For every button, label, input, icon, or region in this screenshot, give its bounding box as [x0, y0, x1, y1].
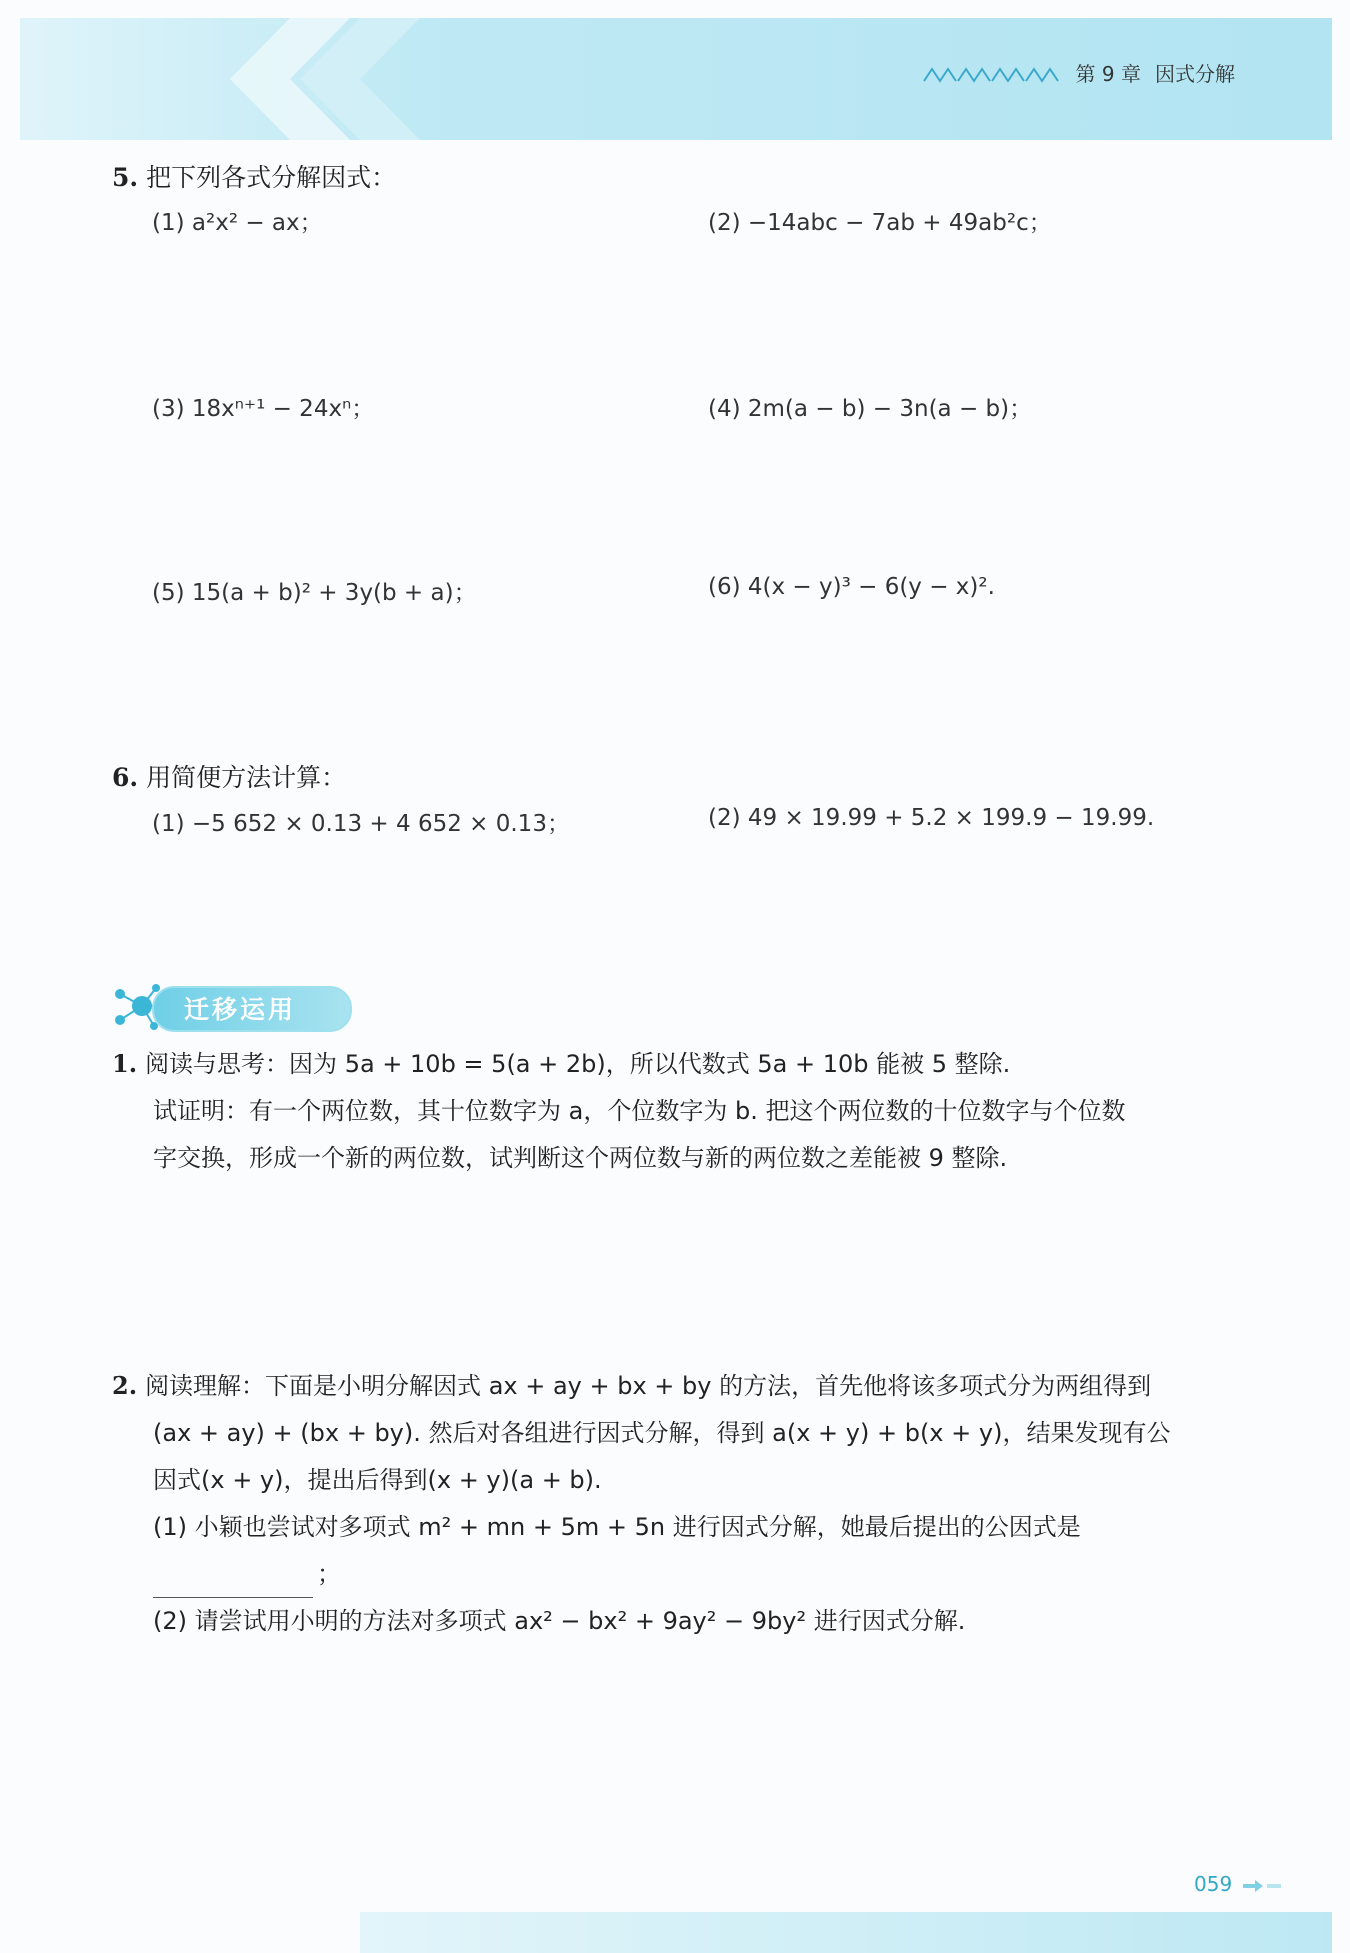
- question-text: 用简便方法计算：: [146, 763, 347, 792]
- question-number: 5.: [112, 163, 139, 192]
- question-text: 把下列各式分解因式：: [146, 163, 397, 192]
- q5-item-4: (4) 2m(a − b) − 3n(a − b)；: [708, 396, 1033, 422]
- q5-item-1: (1) a²x² − ax；: [152, 210, 323, 236]
- t2-sub-1: (1) 小颖也尝试对多项式 m² + mn + 5m + 5n 进行因式分解，她最后提出的公因式是: [153, 1513, 1081, 1541]
- t2-line-3: 因式(x + y)，提出后得到(x + y)(a + b).: [153, 1466, 602, 1494]
- chapter-title: 因式分解: [1155, 62, 1235, 86]
- section-label: 迁移运用: [184, 995, 297, 1024]
- q6-item-2: (2) 49 × 19.99 + 5.2 × 199.9 − 19.99.: [708, 805, 1155, 831]
- q5-item-6: (6) 4(x − y)³ − 6(y − x)².: [708, 574, 995, 600]
- chevron-decoration: [230, 18, 430, 140]
- page-number-text: 059: [1194, 1872, 1233, 1896]
- question-number: 2.: [112, 1371, 138, 1400]
- q5-item-2: (2) −14abc − 7ab + 49ab²c；: [708, 210, 1052, 236]
- triangle-ornament-icon: [922, 63, 1062, 83]
- question-number: 1.: [112, 1049, 138, 1078]
- arrow-right-icon: [1243, 1879, 1283, 1893]
- chapter-number: 第 9 章: [1075, 62, 1141, 86]
- chapter-header: [922, 58, 1235, 87]
- t1-line-3: 字交换，形成一个新的两位数，试判断这个两位数与新的两位数之差能被 9 整除.: [153, 1144, 1008, 1172]
- question-5-title: [112, 158, 396, 194]
- t2-line-2: (ax + ay) + (bx + by). 然后对各组进行因式分解，得到 a(x + y) + b(x + y)，结果发现有公: [153, 1419, 1171, 1447]
- transfer-question-1: [112, 1040, 1242, 1182]
- section-badge: [112, 982, 352, 1034]
- transfer-question-2: [112, 1362, 1242, 1645]
- t2-line-1: 阅读理解：下面是小明分解因式 ax + ay + bx + by 的方法，首先他将该多项式分为两组得到: [145, 1372, 1152, 1400]
- question-6-title: [112, 758, 346, 794]
- t1-line-2: 试证明：有一个两位数，其十位数字为 a，个位数字为 b. 把这个两位数的十位数字与个位数: [153, 1097, 1126, 1125]
- footer-band: [360, 1912, 1332, 1953]
- page-number: [1194, 1872, 1283, 1896]
- q5-item-5: (5) 15(a + b)² + 3y(b + a)；: [152, 580, 477, 606]
- q5-item-3: (3) 18xⁿ⁺¹ − 24xⁿ；: [152, 396, 375, 422]
- q6-item-1: (1) −5 652 × 0.13 + 4 652 × 0.13；: [152, 811, 570, 837]
- answer-blank[interactable]: [153, 1573, 313, 1598]
- question-number: 6.: [112, 763, 139, 792]
- t1-line-1: 阅读与思考：因为 5a + 10b = 5(a + 2b)，所以代数式 5a + 10b 能被 5 整除.: [145, 1050, 1011, 1078]
- t2-sub-1-end: ；: [317, 1560, 341, 1588]
- t2-sub-2: (2) 请尝试用小明的方法对多项式 ax² − bx² + 9ay² − 9by² 进行因式分解.: [153, 1607, 966, 1635]
